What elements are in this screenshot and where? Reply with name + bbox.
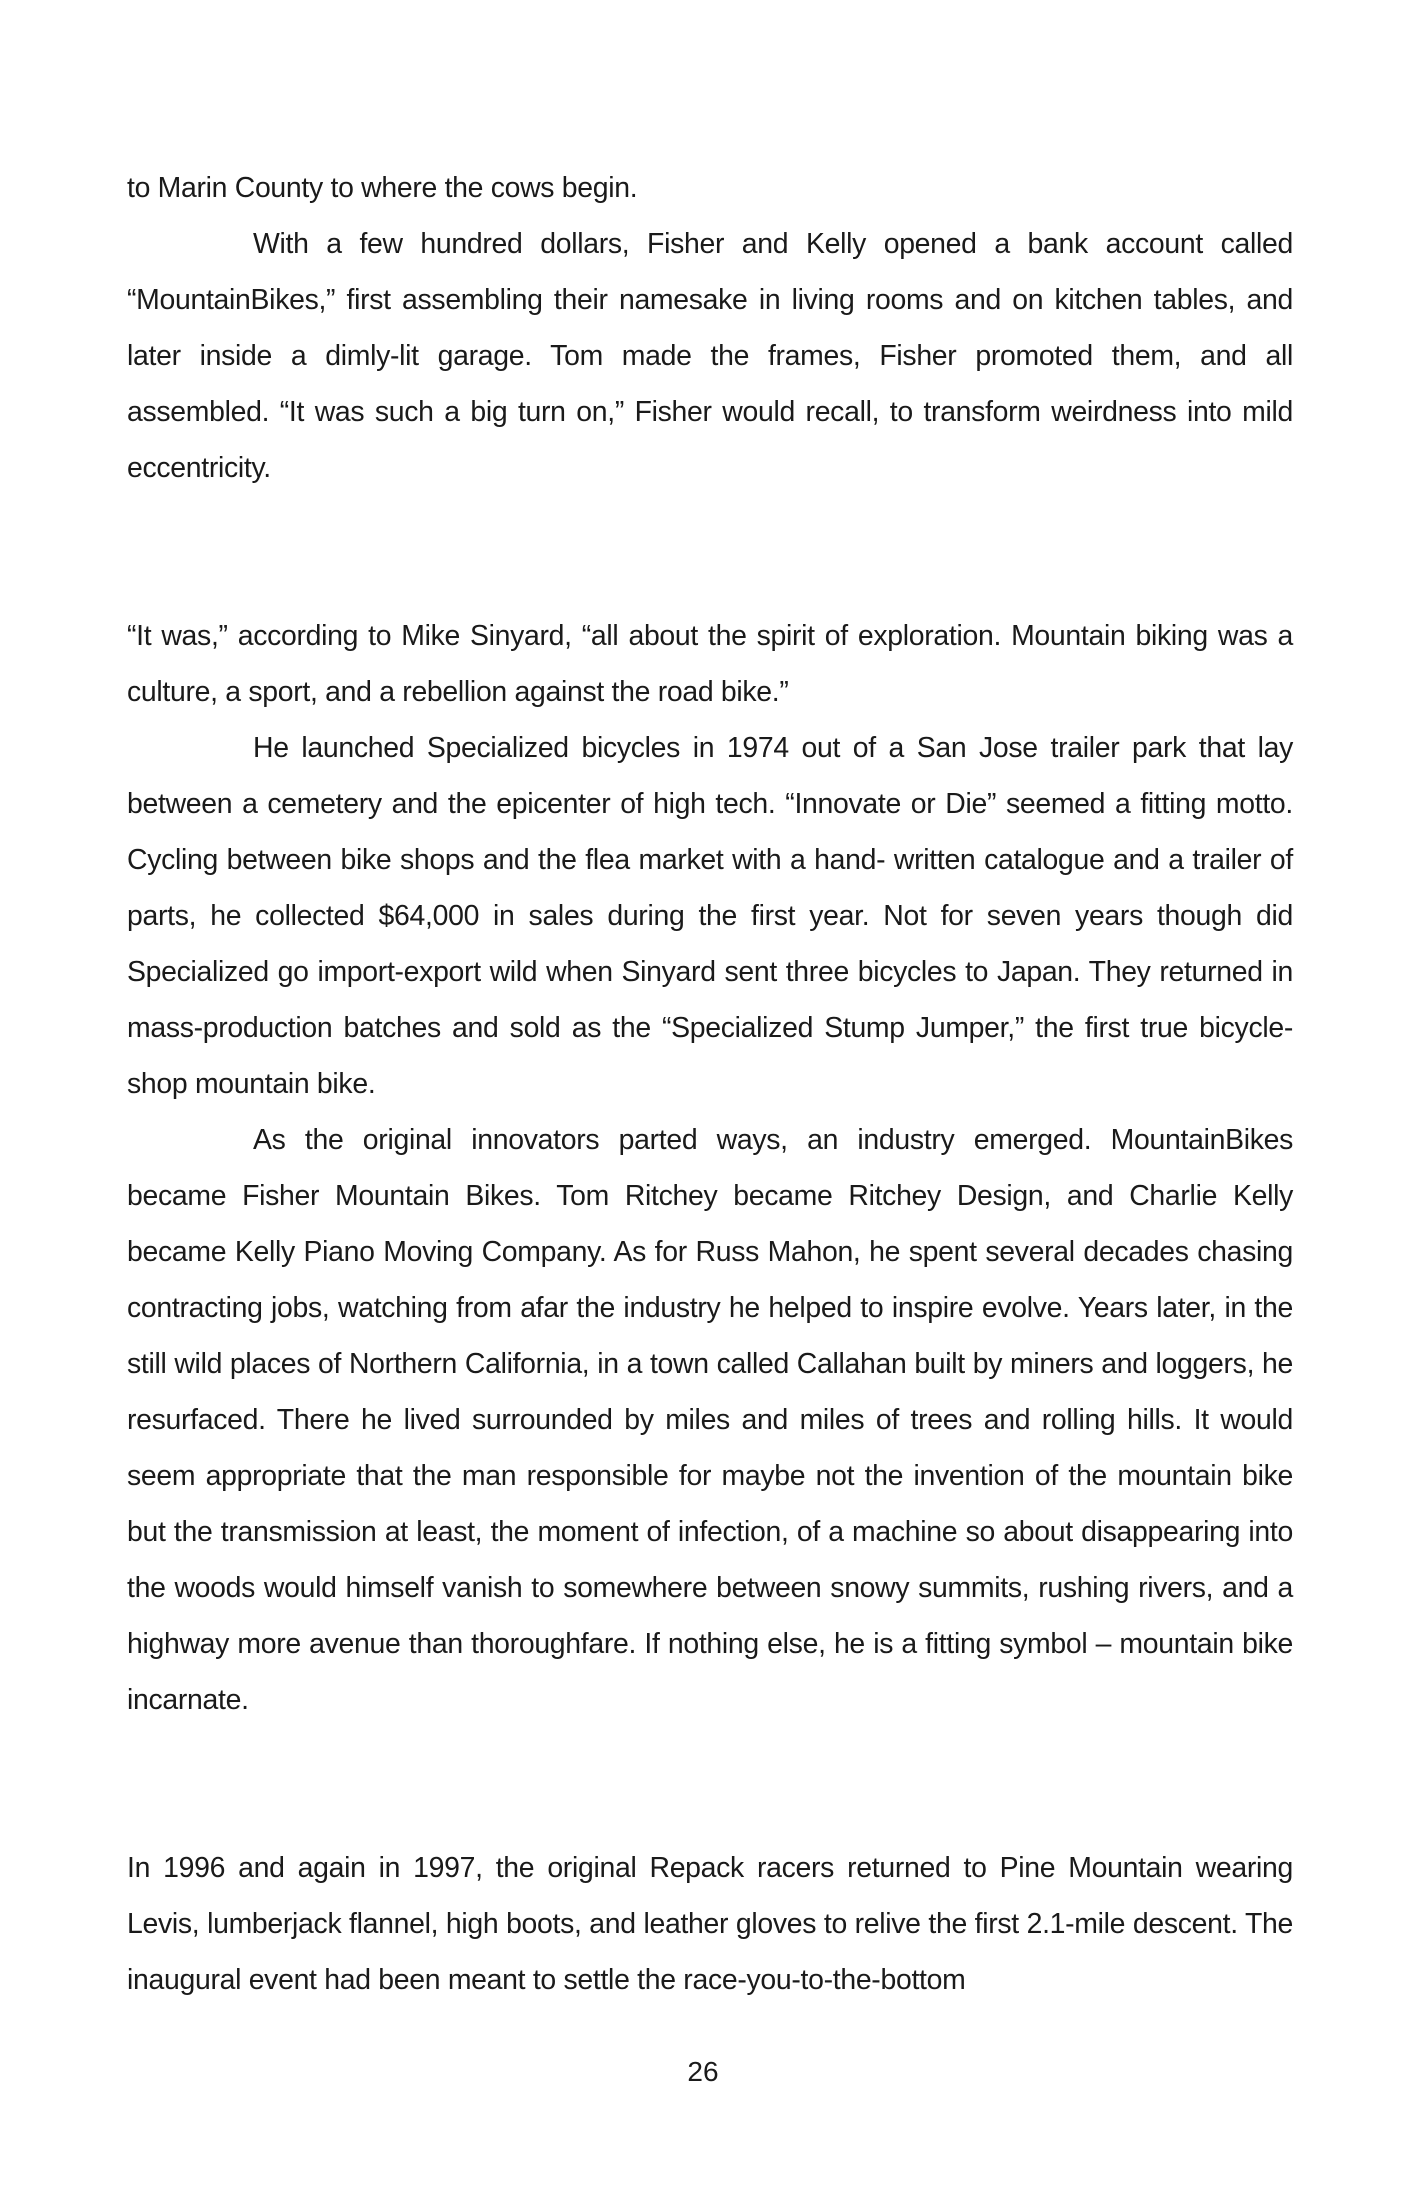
page-body [127,160,1293,2008]
paragraph-continuation: to Marin County to where the cows begin. [127,172,638,204]
paragraph-industry-emerged: As the original innovators parted ways, an industry emerged. MountainBikes became Fisher Mountain Bikes. Tom Ritchey became Ritchey Design, and Charlie Kelly became Kelly Piano Moving Company. As for Russ Mahon, he spent several decades chasing contracting jobs, watching from afar the industry he helped to inspire evolve. Years later, in the still wild places of Northern California, in a town called Callahan built by miners and loggers, he resurfaced. There he lived surrounded by miles and miles of trees and rolling hills. It would seem appropriate that the man responsible for maybe not the invention of the mountain bike but the transmission at least, the moment of infection, of a machine so about disappearing into the woods would himself vanish to somewhere between snowy summits, rushing rivers, and a highway more avenue than thoroughfare. If nothing else, he is a fitting symbol – mountain bike incarnate. [127,1124,1293,1716]
paragraph-fisher-kelly: With a few hundred dollars, Fisher and Kelly opened a bank account called “MountainBikes,” first assembling their namesake in living rooms and on kitchen tables, and later inside a dimly-lit garage. Tom made the frames, Fisher promoted them, and all assembled. “It was such a big turn on,” Fisher would recall, to transform weirdness into mild eccentricity. [127,228,1293,484]
section-break [127,496,1293,608]
paragraph-specialized: He launched Specialized bicycles in 1974 out of a San Jose trailer park that lay between a cemetery and the epicenter of high tech. “Innovate or Die” seemed a fitting motto. Cycling between bike shops and the flea market with a hand- written catalogue and a trailer of parts, he collected $64,000 in sales during the first year. Not for seven years though did Specialized go import-export wild when Sinyard sent three bicycles to Japan. They returned in mass-production batches and sold as the “Specialized Stump Jumper,” the first true bicycle-shop mountain bike. [127,732,1293,1100]
section-break [127,1728,1293,1840]
paragraph-sinyard-quote: “It was,” according to Mike Sinyard, “all about the spirit of exploration. Mountain biking was a culture, a sport, and a rebellion against the road bike.” [127,620,1293,708]
paragraph-repack-reunion: In 1996 and again in 1997, the original Repack racers returned to Pine Mountain wearing Levis, lumberjack flannel, high boots, and leather gloves to relive the first 2.1-mile descent. The inaugural event had been meant to settle the race-you-to-the-bottom [127,1852,1293,1996]
page-number: 26 [687,2056,719,2087]
